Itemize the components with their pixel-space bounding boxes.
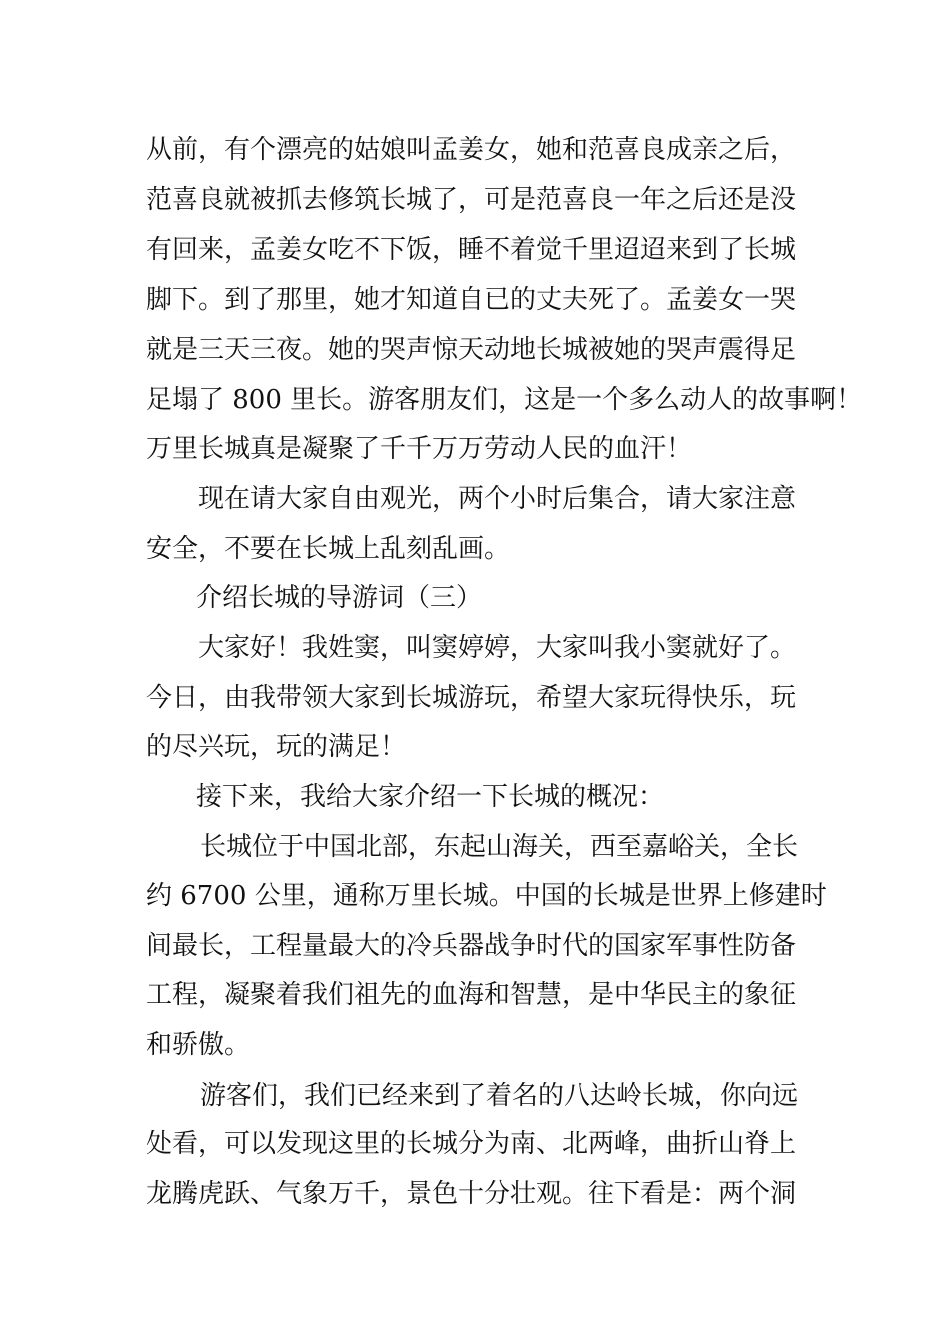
text-line: 从前，有个漂亮的姑娘叫孟姜女，她和范喜良成亲之后， [146,135,797,165]
text-line: 就是三天三夜。她的哭声惊天动地长城被她的哭声震得足 [146,335,797,365]
text-line: 和骄傲。 [146,1030,251,1060]
text-line: 接下来，我给大家介绍一下长城的概况： [196,782,665,812]
section-heading: 介绍长城的导游词（三） [196,583,483,613]
text-line: 有回来，孟姜女吃不下饭，睡不着觉千里迢迢来到了长城 [146,235,797,265]
text-line: 龙腾虎跃、气象万千，景色十分壮观。往下看是：两个洞 [146,1179,797,1209]
text-line: 安全，不要在长城上乱刻乱画。 [146,534,511,564]
text-line: 大家好！我姓窦，叫窦婷婷，大家叫我小窦就好了。 [198,633,797,663]
text-line: 现在请大家自由观光，两个小时后集合，请大家注意 [198,484,797,514]
text-line: 范喜良就被抓去修筑长城了，可是范喜良一年之后还是没 [146,185,797,215]
text-line: 的尽兴玩，玩的满足！ [146,732,407,762]
text-line: 长城位于中国北部，东起山海关，西至嘉峪关，全长 [200,832,799,862]
text-line: 处看，可以发现这里的长城分为南、北两峰，曲折山脊上 [146,1129,797,1159]
text-line: 工程，凝聚着我们祖先的血海和智慧，是中华民主的象征 [146,980,797,1010]
text-line: 今日，由我带领大家到长城游玩，希望大家玩得快乐，玩 [146,683,797,713]
text-line: 游客们，我们已经来到了着名的八达岭长城，你向远 [200,1081,799,1111]
text-line: 间最长，工程量最大的冷兵器战争时代的国家军事性防备 [146,931,797,961]
text-line: 足塌了 800 里长。游客朋友们，这是一个多么动人的故事啊！ [146,385,863,415]
text-line: 约 6700 公里，通称万里长城。中国的长城是世界上修建时 [146,881,827,911]
text-line: 脚下。到了那里，她才知道自已的丈夫死了。孟姜女一哭 [146,285,797,315]
text-line: 万里长城真是凝聚了千千万万劳动人民的血汗！ [146,434,693,464]
